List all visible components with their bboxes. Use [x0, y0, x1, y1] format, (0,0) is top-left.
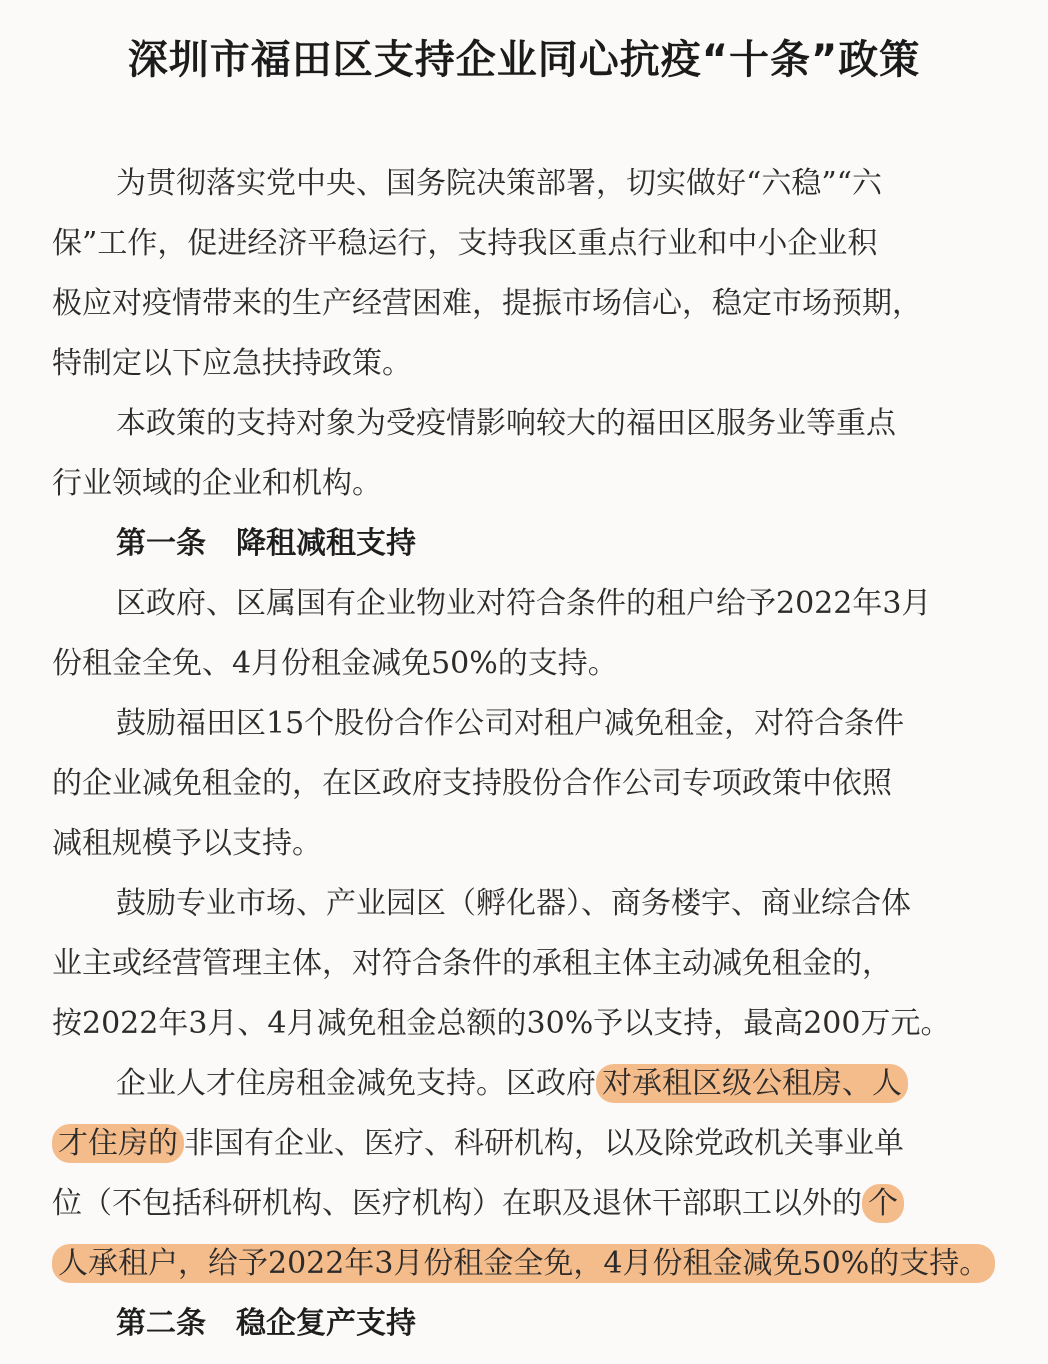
para5-line2: 业主或经营管理主体，对符合条件的承租主体主动减免租金的， [52, 946, 892, 981]
article1-name: 降租减租支持 [236, 526, 416, 561]
para5-line3: 按2022年3月、4月减免租金总额的30%予以支持，最高200万元。 [52, 1006, 951, 1041]
para1-line2: 保”工作，促进经济平稳运行，支持我区重点行业和中小企业积 [52, 226, 878, 261]
para3-line1: 区政府、区属国有企业物业对符合条件的租户给予2022年3月 [116, 586, 932, 621]
highlight-mark: 对承租区级公租房、人 [596, 1064, 908, 1103]
para6-line3 [52, 1184, 996, 1224]
para4-line3: 减租规模予以支持。 [52, 826, 322, 861]
para2-line1: 本政策的支持对象为受疫情影响较大的福田区服务业等重点 [116, 406, 896, 441]
para2-line2: 行业领域的企业和机构。 [52, 466, 382, 501]
para1-line1: 为贯彻落实党中央、国务院决策部署，切实做好“六稳”“六 [116, 166, 883, 201]
para6-line1 [116, 1064, 996, 1104]
para4-line1: 鼓励福田区15个股份合作公司对租户减免租金，对符合条件 [116, 706, 905, 741]
para3-line2: 份租金全免、4月份租金减免50%的支持。 [52, 646, 618, 681]
highlight-mark: 才住房的 [52, 1124, 184, 1163]
para6-line4 [52, 1244, 996, 1284]
para5-line1: 鼓励专业市场、产业园区（孵化器）、商务楼宇、商业综合体 [116, 886, 911, 921]
highlight-mark: 人承租户，给予2022年3月份租金全免，4月份租金减免50%的支持。 [52, 1244, 995, 1283]
highlight-mark: 个 [862, 1184, 904, 1223]
document-title: 深圳市福田区支持企业同心抗疫“十条”政策 [127, 37, 921, 83]
article1-heading [116, 524, 416, 564]
article2-name: 稳企复产支持 [236, 1306, 416, 1341]
article1-number: 第一条 [116, 526, 206, 561]
para6-line1-text: 企业人才住房租金减免支持。区政府 [116, 1066, 596, 1101]
article2-number: 第二条 [116, 1306, 206, 1341]
para6-line2 [52, 1124, 996, 1164]
para1-line3: 极应对疫情带来的生产经营困难，提振市场信心，稳定市场预期， [52, 286, 922, 321]
para4-line2: 的企业减免租金的，在区政府支持股份合作公司专项政策中依照 [52, 766, 892, 801]
para1-line4: 特制定以下应急扶持政策。 [52, 346, 412, 381]
para6-line3-text: 位（不包括科研机构、医疗机构）在职及退休干部职工以外的 [52, 1186, 862, 1221]
article2-heading [116, 1304, 416, 1344]
para6-line2-text: 非国有企业、医疗、科研机构，以及除党政机关事业单 [184, 1126, 904, 1161]
